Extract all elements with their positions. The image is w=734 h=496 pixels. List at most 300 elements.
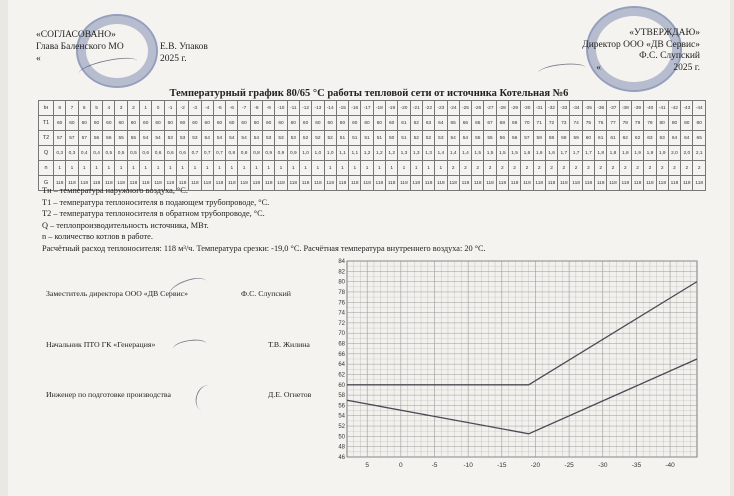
table-cell: 118 [176, 176, 188, 191]
table-cell: -16 [349, 101, 361, 116]
legend-line: Расчётный расход теплоносителя: 118 м³/ч. Температура срезки: -19,0 °С. Расчётная температура внутреннего воздуха: 20 °С. [42, 243, 486, 253]
table-cell: 118 [250, 176, 262, 191]
table-cell: 60 [152, 116, 164, 131]
table-cell: 1 [275, 161, 287, 176]
table-cell: 63 [422, 116, 434, 131]
y-tick-label: 52 [338, 424, 345, 431]
y-tick-label: 64 [338, 362, 345, 369]
table-cell: 1 [213, 161, 225, 176]
table-cell: 1,2 [373, 146, 385, 161]
table-cell: 60 [386, 116, 398, 131]
x-tick-label: -5 [431, 462, 438, 469]
table-cell: 66 [472, 116, 484, 131]
table-cell: 118 [361, 176, 373, 191]
table-cell: 1 [164, 161, 176, 176]
table-cell: 3 [115, 101, 127, 116]
table-row-label: Q [39, 146, 54, 161]
x-tick-label: -10 [463, 462, 473, 469]
approval-date-quote: « [36, 53, 41, 64]
table-cell: 60 [115, 116, 127, 131]
table-cell: -37 [607, 101, 619, 116]
table-cell: -4 [201, 101, 213, 116]
x-tick-label: 5 [365, 462, 370, 469]
table-cell: 53 [435, 131, 447, 146]
table-cell: 2 [619, 161, 631, 176]
table-cell: 2 [681, 161, 693, 176]
table-cell: 60 [127, 116, 139, 131]
table-cell: 118 [681, 176, 693, 191]
table-cell: 1,3 [398, 146, 410, 161]
table-cell: 51 [361, 131, 373, 146]
table-cell: 118 [152, 176, 164, 191]
table-row-label: G [39, 176, 54, 191]
table-row [39, 131, 706, 146]
table-cell: 80 [668, 116, 680, 131]
table-cell: -14 [324, 101, 336, 116]
table-row-label: T1 [39, 116, 54, 131]
table-cell: 80 [656, 116, 668, 131]
table-cell: 53 [176, 131, 188, 146]
table-cell: 54 [226, 131, 238, 146]
table-cell: 2 [693, 161, 706, 176]
table-cell: -38 [619, 101, 631, 116]
table-cell: 1 [238, 161, 250, 176]
table-cell: 0 [152, 101, 164, 116]
table-cell: 0,6 [152, 146, 164, 161]
y-tick-label: 62 [338, 372, 345, 379]
temperature-chart [331, 255, 713, 481]
table-cell: 58 [533, 131, 545, 146]
table-cell: -31 [533, 101, 545, 116]
table-cell: 2 [656, 161, 668, 176]
table-cell: -32 [545, 101, 557, 116]
table-cell: 64 [668, 131, 680, 146]
table-cell: 1 [127, 161, 139, 176]
table-cell: 1,6 [521, 146, 533, 161]
table-cell: 60 [54, 116, 66, 131]
table-cell: 118 [631, 176, 643, 191]
table-cell: 118 [582, 176, 594, 191]
table-cell: 0,5 [115, 146, 127, 161]
table-cell: 74 [570, 116, 582, 131]
approval-heading: «СОГЛАСОВАНО» [36, 30, 116, 40]
table-cell: 1 [349, 161, 361, 176]
table-cell: -30 [521, 101, 533, 116]
table-cell: 53 [287, 131, 299, 146]
table-cell: -44 [693, 101, 706, 116]
table-cell: 0,6 [176, 146, 188, 161]
table-cell: -12 [299, 101, 311, 116]
table-cell: 1 [250, 161, 262, 176]
table-cell: 60 [287, 116, 299, 131]
table-cell: 50 [386, 131, 398, 146]
table-cell: 118 [90, 176, 102, 191]
table-cell: 71 [533, 116, 545, 131]
staff-name: Д.Е. Огнетов [268, 390, 312, 399]
x-tick-label: -35 [631, 462, 642, 469]
table-cell: 1 [152, 161, 164, 176]
signature-staff-1 [166, 274, 209, 304]
chart-svg [331, 255, 713, 481]
table-cell: 1,2 [361, 146, 373, 161]
y-tick-label: 72 [338, 320, 345, 327]
table-cell: 1,1 [349, 146, 361, 161]
table-cell: 65 [693, 131, 706, 146]
table-cell: -25 [459, 101, 471, 116]
y-tick-label: 66 [338, 351, 345, 358]
table-cell: -27 [484, 101, 496, 116]
table-cell: 118 [66, 176, 78, 191]
table-cell: 118 [213, 176, 225, 191]
table-cell: 65 [447, 116, 459, 131]
table-cell: 60 [250, 116, 262, 131]
table-cell: 0,7 [201, 146, 213, 161]
table-cell: 0,6 [164, 146, 176, 161]
approval-heading: «УТВЕРЖДАЮ» [629, 28, 700, 38]
table-cell: 52 [410, 131, 422, 146]
table-cell: 0,4 [78, 146, 90, 161]
table-cell: 2 [127, 101, 139, 116]
table-row [39, 101, 706, 116]
table-cell: 1 [201, 161, 213, 176]
table-cell: 1,6 [533, 146, 545, 161]
approval-position: Директор ООО «ДВ Сервис» [582, 39, 700, 50]
table-cell: 72 [545, 116, 557, 131]
table-cell: 51 [349, 131, 361, 146]
table-cell: 62 [410, 116, 422, 131]
staff-role: Начальник ПТО ГК «Генерация» [46, 340, 156, 349]
table-cell: -3 [189, 101, 201, 116]
table-cell: -19 [386, 101, 398, 116]
table-cell: 62 [619, 131, 631, 146]
table-cell: 1 [386, 161, 398, 176]
table-row [39, 116, 706, 131]
legend-line: T2 – температура теплоносителя в обратном трубопроводе, °С. [42, 209, 265, 219]
table-cell: 60 [373, 116, 385, 131]
table-cell: 1 [324, 161, 336, 176]
table-cell: 7 [66, 101, 78, 116]
table-cell: 1,8 [607, 146, 619, 161]
table-cell: 118 [189, 176, 201, 191]
table-cell: 118 [496, 176, 508, 191]
table-cell: 80 [681, 116, 693, 131]
table-cell: 79 [631, 116, 643, 131]
table-cell: 118 [115, 176, 127, 191]
table-cell: 52 [312, 131, 324, 146]
table-cell: 1 [422, 161, 434, 176]
table-cell: 69 [508, 116, 520, 131]
table-cell: 60 [226, 116, 238, 131]
x-tick-label: -40 [665, 462, 675, 469]
table-cell: 60 [324, 116, 336, 131]
y-tick-label: 70 [338, 331, 345, 338]
table-cell: 62 [631, 131, 643, 146]
table-cell: 75 [582, 116, 594, 131]
table-cell: 1,5 [472, 146, 484, 161]
table-cell: 56 [90, 131, 102, 146]
table-cell: 63 [656, 131, 668, 146]
table-cell: 118 [533, 176, 545, 191]
table-cell: 2 [484, 161, 496, 176]
table-cell: 66 [459, 116, 471, 131]
table-cell: 60 [349, 116, 361, 131]
y-tick-label: 54 [338, 413, 345, 420]
table-cell: 118 [78, 176, 90, 191]
staff-role: Инженер по подготовке производства [46, 390, 171, 399]
table-cell: 76 [595, 116, 607, 131]
table-cell: 2 [447, 161, 459, 176]
table-cell: 60 [582, 131, 594, 146]
table-cell: 118 [127, 176, 139, 191]
table-cell: 2 [521, 161, 533, 176]
table-cell: 1,7 [582, 146, 594, 161]
table-cell: 1,8 [595, 146, 607, 161]
table-cell: 1,4 [459, 146, 471, 161]
table-cell: 53 [275, 131, 287, 146]
table-cell: 68 [496, 116, 508, 131]
table-cell: 2,0 [668, 146, 680, 161]
table-cell: 63 [644, 131, 656, 146]
table-cell: 60 [189, 116, 201, 131]
table-cell: 118 [447, 176, 459, 191]
table-cell: 54 [152, 131, 164, 146]
table-row [39, 161, 706, 176]
document-title: Температурный график 80/65 °С работы тепловой сети от источника Котельная №6 [169, 88, 569, 99]
y-tick-label: 78 [338, 289, 345, 296]
approval-position: Глава Баленского МО [36, 41, 124, 52]
table-cell: -9 [263, 101, 275, 116]
table-cell: -10 [275, 101, 287, 116]
table-cell: 51 [336, 131, 348, 146]
table-cell: 1,9 [656, 146, 668, 161]
table-cell: 118 [595, 176, 607, 191]
table-cell: 2 [558, 161, 570, 176]
table-cell: 118 [619, 176, 631, 191]
table-cell: 118 [435, 176, 447, 191]
table-cell: 54 [250, 131, 262, 146]
table-cell: 60 [66, 116, 78, 131]
table-cell: 51 [373, 131, 385, 146]
table-cell: 1 [373, 161, 385, 176]
signature-right [537, 62, 586, 80]
table-cell: 60 [78, 116, 90, 131]
approval-date-quote: « [596, 62, 602, 73]
table-cell: 54 [213, 131, 225, 146]
y-tick-label: 60 [338, 382, 345, 389]
table-cell: 60 [140, 116, 152, 131]
table-cell: 1 [90, 161, 102, 176]
table-cell: 58 [545, 131, 557, 146]
table-cell: 1 [66, 161, 78, 176]
table-cell: -2 [176, 101, 188, 116]
y-tick-label: 58 [338, 393, 345, 400]
table-cell: 1,0 [299, 146, 311, 161]
table-cell: 57 [78, 131, 90, 146]
table-cell: -20 [398, 101, 410, 116]
table-cell: 73 [558, 116, 570, 131]
table-cell: 1 [103, 161, 115, 176]
table-cell: 2 [668, 161, 680, 176]
table-cell: 118 [607, 176, 619, 191]
table-cell: 8 [54, 101, 66, 116]
table-cell: 0,5 [127, 146, 139, 161]
table-cell: 118 [398, 176, 410, 191]
table-cell: 118 [263, 176, 275, 191]
x-tick-label: -30 [598, 462, 608, 469]
table-cell: 118 [373, 176, 385, 191]
table-cell: 1,2 [386, 146, 398, 161]
table-cell: -33 [558, 101, 570, 116]
table-cell: -34 [570, 101, 582, 116]
table-cell: 1 [361, 161, 373, 176]
table-cell: 60 [103, 116, 115, 131]
table-cell: 1,7 [570, 146, 582, 161]
table-cell: 118 [164, 176, 176, 191]
y-tick-label: 48 [338, 444, 345, 451]
table-cell: 2 [545, 161, 557, 176]
table-row [39, 146, 706, 161]
x-tick-label: 0 [399, 462, 403, 469]
table-cell: 60 [263, 116, 275, 131]
table-cell: -43 [681, 101, 693, 116]
table-cell: 118 [140, 176, 152, 191]
staff-role: Заместитель директора ООО «ДВ Сервис» [46, 289, 189, 298]
table-cell: 60 [312, 116, 324, 131]
table-cell: 53 [263, 131, 275, 146]
table-cell: 0,5 [103, 146, 115, 161]
table-cell: 1 [312, 161, 324, 176]
table-cell: 1,9 [631, 146, 643, 161]
table-cell: 60 [201, 116, 213, 131]
table-cell: 54 [238, 131, 250, 146]
table-cell: 60 [299, 116, 311, 131]
table-cell: 118 [422, 176, 434, 191]
approval-block-left [36, 30, 266, 64]
table-cell: 56 [508, 131, 520, 146]
table-cell: 1,5 [496, 146, 508, 161]
x-tick-label: -25 [564, 462, 574, 469]
table-cell: 2 [607, 161, 619, 176]
temperature-table [38, 100, 706, 191]
table-cell: 6 [78, 101, 90, 116]
table-cell: -11 [287, 101, 299, 116]
table-cell: 2,1 [693, 146, 706, 161]
table-cell: 5 [90, 101, 102, 116]
table-cell: 1,8 [619, 146, 631, 161]
table-cell: 118 [693, 176, 706, 191]
table-cell: 57 [521, 131, 533, 146]
table-cell: 79 [644, 116, 656, 131]
table-cell: 118 [668, 176, 680, 191]
table-cell: 52 [422, 131, 434, 146]
table-cell: 60 [176, 116, 188, 131]
table-cell: 60 [90, 116, 102, 131]
table-cell: -29 [508, 101, 520, 116]
table-cell: 118 [558, 176, 570, 191]
approval-year: 2025 г. [673, 62, 700, 73]
staff-name: Т.В. Жилина [268, 340, 310, 349]
table-cell: 52 [324, 131, 336, 146]
table-cell: 53 [164, 131, 176, 146]
table-cell: 2,0 [681, 146, 693, 161]
table-cell: -28 [496, 101, 508, 116]
table-cell: -13 [312, 101, 324, 116]
table-cell: 1 [115, 161, 127, 176]
table-cell: 1 [287, 161, 299, 176]
table-cell: 53 [189, 131, 201, 146]
table-cell: 1 [176, 161, 188, 176]
table-cell: 64 [435, 116, 447, 131]
table-cell: 118 [410, 176, 422, 191]
table-cell: 0,4 [90, 146, 102, 161]
table-cell: 80 [693, 116, 706, 131]
table-cell: 1 [410, 161, 422, 176]
y-tick-label: 74 [338, 310, 345, 317]
table-cell: -35 [582, 101, 594, 116]
table-cell: 1 [140, 161, 152, 176]
y-tick-label: 82 [338, 269, 345, 276]
table-cell: 56 [103, 131, 115, 146]
table-cell: 1 [299, 161, 311, 176]
table-cell: -39 [631, 101, 643, 116]
x-tick-label: -15 [497, 462, 507, 469]
table-cell: 61 [398, 116, 410, 131]
table-cell: 118 [484, 176, 496, 191]
table-cell: 2 [472, 161, 484, 176]
table-cell: 55 [115, 131, 127, 146]
table-cell: 118 [472, 176, 484, 191]
table-cell: 118 [238, 176, 250, 191]
table-cell: 2 [496, 161, 508, 176]
table-cell: 118 [508, 176, 520, 191]
table-cell: 1,6 [545, 146, 557, 161]
table-cell: 2 [631, 161, 643, 176]
table-cell: 54 [201, 131, 213, 146]
table-cell: -15 [336, 101, 348, 116]
table-cell: 118 [336, 176, 348, 191]
y-tick-label: 76 [338, 300, 345, 307]
table-cell: 118 [644, 176, 656, 191]
table-row-label: n [39, 161, 54, 176]
table-cell: 1 [78, 161, 90, 176]
table-cell: 0,3 [66, 146, 78, 161]
table-cell: 118 [103, 176, 115, 191]
table-cell: 2 [508, 161, 520, 176]
staff-name: Ф.С. Слупский [241, 289, 291, 298]
signature-staff-2 [172, 338, 207, 356]
table-cell: 0,8 [250, 146, 262, 161]
table-cell: 61 [607, 131, 619, 146]
approval-signer: Е.В. Упаков [160, 41, 208, 52]
table-cell: 2 [595, 161, 607, 176]
table-cell: -8 [250, 101, 262, 116]
table-cell: 57 [54, 131, 66, 146]
table-cell: 0,8 [226, 146, 238, 161]
table-cell: 2 [570, 161, 582, 176]
table-cell: 0,9 [287, 146, 299, 161]
table-cell: -5 [213, 101, 225, 116]
table-cell: 0,9 [263, 146, 275, 161]
table-cell: 118 [226, 176, 238, 191]
table-cell: -17 [361, 101, 373, 116]
table-cell: 56 [496, 131, 508, 146]
table-cell: 0,6 [140, 146, 152, 161]
y-tick-label: 84 [338, 259, 345, 265]
y-tick-label: 68 [338, 341, 345, 348]
table-cell: 118 [312, 176, 324, 191]
y-tick-label: 46 [338, 455, 345, 461]
table-cell: 2 [582, 161, 594, 176]
